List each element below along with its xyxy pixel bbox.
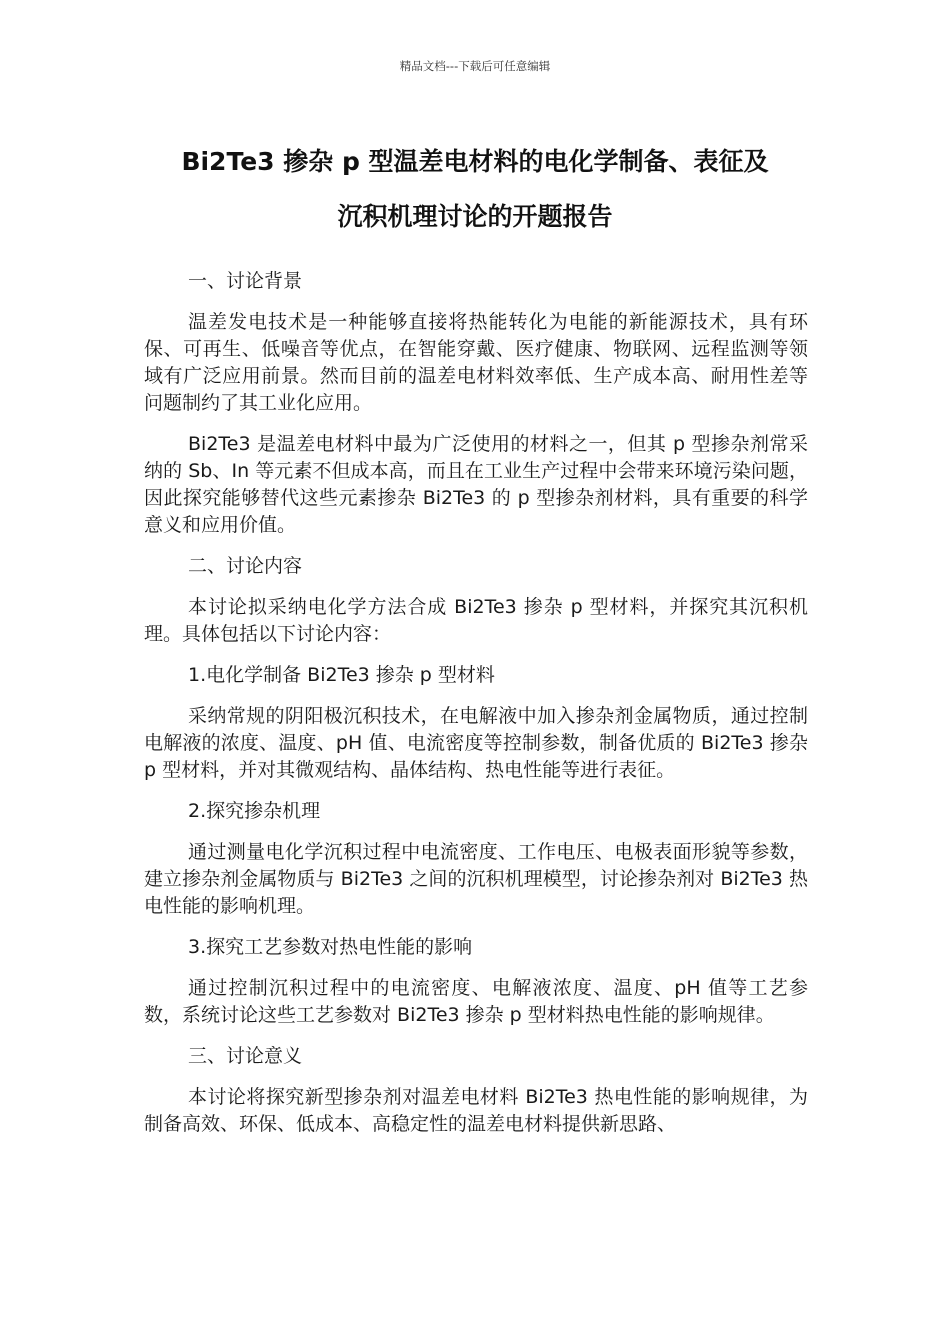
paragraph-item-1: 采纳常规的阴阳极沉积技术，在电解液中加入掺杂剂金属物质，通过控制电解液的浓度、温度、pH 值、电流密度等控制参数，制备优质的 Bi2Te3 掺杂 p 型材料，并对其微观结构、晶体结构、热电性能等进行表征。 [144, 705, 808, 781]
subheading-item-3: 3.探究工艺参数对热电性能的影响 [188, 936, 473, 958]
paragraph-significance-1: 本讨论将探究新型掺杂剂对温差电材料 Bi2Te3 热电性能的影响规律，为制备高效、环保、低成本、高稳定性的温差电材料提供新思路、 [144, 1086, 808, 1135]
subheading-item-1: 1.电化学制备 Bi2Te3 掺杂 p 型材料 [188, 664, 495, 686]
subheading-item-2: 2.探究掺杂机理 [188, 800, 321, 822]
page-header-note: 精品文档---下载后可任意编辑 [399, 59, 551, 73]
document-body [144, 268, 808, 1152]
paragraph-background-1: 温差发电技术是一种能够直接将热能转化为电能的新能源技术，具有环保、可再生、低噪音等优点，在智能穿戴、医疗健康、物联网、远程监测等领域有广泛应用前景。然而目前的温差电材料效率低、生产成本高、耐用性差等问题制约了其工业化应用。 [144, 311, 808, 414]
document-title [110, 134, 840, 244]
section-heading-significance: 三、讨论意义 [188, 1045, 303, 1067]
paragraph-item-3: 通过控制沉积过程中的电流密度、电解液浓度、温度、pH 值等工艺参数，系统讨论这些工艺参数对 Bi2Te3 掺杂 p 型材料热电性能的影响规律。 [144, 977, 808, 1026]
title-line-2: 沉积机理讨论的开题报告 [337, 202, 613, 231]
title-line-1: Bi2Te3 掺杂 p 型温差电材料的电化学制备、表征及 [181, 147, 769, 176]
paragraph-item-2: 通过测量电化学沉积过程中电流密度、工作电压、电极表面形貌等参数，建立掺杂剂金属物质与 Bi2Te3 之间的沉积机理模型，讨论掺杂剂对 Bi2Te3 热电性能的影响机理。 [144, 841, 808, 917]
section-heading-content: 二、讨论内容 [188, 555, 303, 577]
paragraph-background-2: Bi2Te3 是温差电材料中最为广泛使用的材料之一，但其 p 型掺杂剂常采纳的 Sb、In 等元素不但成本高，而且在工业生产过程中会带来环境污染问题，因此探究能够替代这些元素掺杂 Bi2Te3 的 p 型掺杂剂材料，具有重要的科学意义和应用价值。 [144, 433, 808, 536]
paragraph-content-intro: 本讨论拟采纳电化学方法合成 Bi2Te3 掺杂 p 型材料，并探究其沉积机理。具体包括以下讨论内容： [144, 596, 808, 645]
section-heading-background: 一、讨论背景 [188, 270, 303, 292]
